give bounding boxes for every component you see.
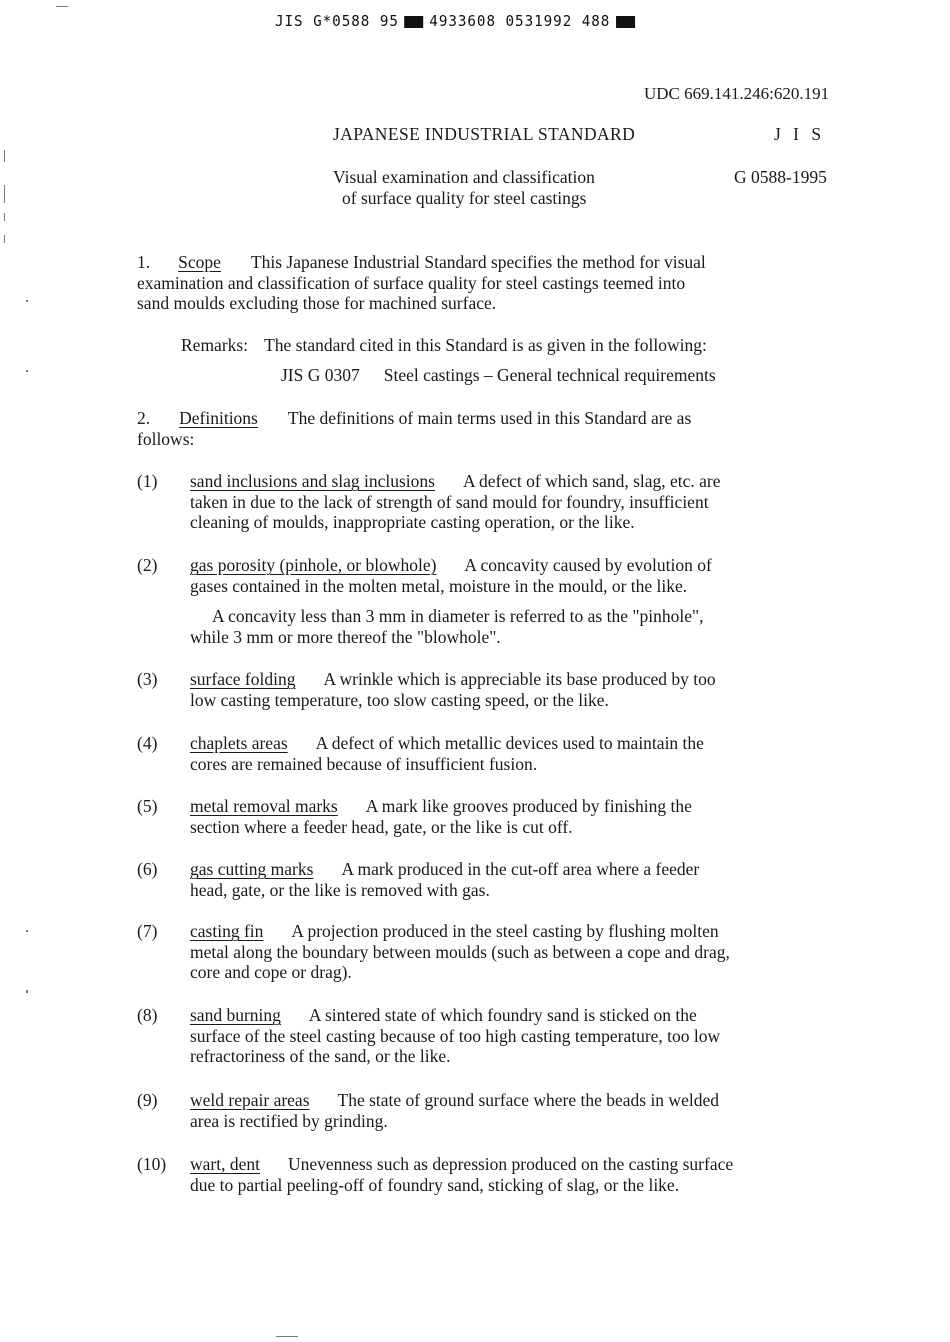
black-block-mark — [616, 16, 635, 28]
scope-number: 1. — [137, 252, 151, 272]
definition-text: A projection produced in the steel casting by flushing molten — [291, 921, 719, 941]
definition-term: gas cutting marks — [190, 859, 314, 879]
definition-item — [190, 859, 699, 900]
definition-item — [190, 921, 730, 983]
definition-text: gases contained in the molten metal, moisture in the mould, or the like. — [190, 575, 688, 596]
definition-item — [190, 555, 712, 596]
scan-mark — [56, 6, 68, 7]
scope-text-1: This Japanese Industrial Standard specifies the method for visual — [250, 252, 706, 272]
definition-term: surface folding — [190, 669, 296, 689]
definition-term: gas porosity (pinhole, or blowhole) — [190, 555, 437, 575]
scan-mark — [4, 235, 5, 243]
definition-text: cleaning of moulds, inappropriate casting operation, or the like. — [190, 512, 635, 532]
definitions-heading: Definitions — [179, 408, 258, 428]
scan-mark — [26, 300, 28, 302]
scan-mark — [26, 990, 28, 993]
definition-number: (8) — [137, 1005, 158, 1025]
definition-term: sand burning — [190, 1005, 281, 1025]
definition-text: low casting temperature, too slow casting speed, or the like. — [190, 689, 609, 710]
definition-number: (5) — [137, 796, 158, 816]
definition-text: due to partial peeling-off of foundry sand, sticking of slag, or the like. — [190, 1174, 680, 1195]
definition-term: wart, dent — [190, 1154, 260, 1174]
definition-text: area is rectified by grinding. — [190, 1110, 388, 1131]
standard-number: G 0588-1995 — [734, 167, 827, 187]
definition-item — [190, 1154, 733, 1195]
definition-note-text: A concavity less than 3 mm in diameter is referred to as the "pinhole", — [212, 606, 704, 626]
definition-item — [190, 796, 692, 837]
definitions-intro: The definitions of main terms used in this Standard are as — [287, 408, 692, 428]
definition-text: refractoriness of the sand, or the like. — [190, 1046, 451, 1066]
definition-term: metal removal marks — [190, 796, 338, 816]
remarks-text: The standard cited in this Standard is as given in the following: — [264, 335, 707, 355]
definitions-section — [137, 408, 691, 449]
definition-number: (10) — [137, 1154, 167, 1174]
definition-term: casting fin — [190, 921, 264, 941]
cited-standard — [281, 365, 716, 386]
definition-number: (3) — [137, 669, 158, 689]
definition-text: metal along the boundary between moulds (such as between a cope and drag, — [190, 941, 730, 962]
definition-term: weld repair areas — [190, 1090, 310, 1110]
definition-text: surface of the steel casting because of too high casting temperature, too low — [190, 1025, 721, 1046]
scan-mark — [276, 1336, 298, 1337]
definition-text: core and cope or drag). — [190, 962, 352, 982]
definition-item — [190, 1090, 719, 1131]
definition-number: (7) — [137, 921, 158, 941]
definition-number: (6) — [137, 859, 158, 879]
scan-mark — [4, 213, 5, 221]
definition-number: (9) — [137, 1090, 158, 1110]
definition-number: (2) — [137, 555, 158, 575]
scope-section — [137, 252, 706, 314]
definition-number: (4) — [137, 733, 158, 753]
definition-text: A defect of which metallic devices used to maintain the — [315, 733, 704, 753]
standard-name: JAPANESE INDUSTRIAL STANDARD — [333, 124, 636, 144]
definition-text: A mark like grooves produced by finishing the — [365, 796, 692, 816]
code-line-text-2: 4933608 0531992 488 — [429, 12, 611, 30]
definition-text: section where a feeder head, gate, or the like is cut off. — [190, 816, 573, 837]
definition-text: A sintered state of which foundry sand is sticked on the — [308, 1005, 697, 1025]
definition-text: The state of ground surface where the beads in welded — [337, 1090, 719, 1110]
definition-text: cores are remained because of insufficient fusion. — [190, 753, 538, 774]
definition-text: Unevenness such as depression produced on the casting surface — [287, 1154, 734, 1174]
definition-term: chaplets areas — [190, 733, 288, 753]
cited-code: JIS G 0307 — [281, 365, 360, 385]
definition-text: A mark produced in the cut-off area where a feeder — [341, 859, 700, 879]
definition-item — [190, 669, 716, 710]
jis-mark: J I S — [774, 124, 826, 144]
definition-item — [190, 471, 721, 533]
definition-text: A defect of which sand, slag, etc. are — [462, 471, 721, 491]
scope-line-1 — [137, 252, 706, 273]
udc-number: UDC 669.141.246:620.191 — [644, 84, 830, 103]
definitions-number: 2. — [137, 408, 151, 428]
definition-text: head, gate, or the like is removed with gas. — [190, 879, 490, 900]
scan-mark — [4, 185, 5, 203]
scope-text-2: examination and classification of surface quality for steel castings teemed into — [137, 272, 686, 293]
definition-note-text: while 3 mm or more thereof the "blowhole". — [190, 626, 501, 647]
definition-number: (1) — [137, 471, 158, 491]
definition-text: A concavity caused by evolution of — [464, 555, 712, 575]
title-line-2: of surface quality for steel castings — [342, 188, 587, 208]
scope-heading: Scope — [178, 252, 221, 272]
scan-mark — [26, 930, 28, 932]
remarks-label: Remarks: — [181, 335, 249, 355]
code-line-text: JIS G*0588 95 — [275, 12, 399, 30]
scan-mark — [4, 150, 5, 162]
definition-item — [190, 733, 704, 774]
definition-note — [190, 606, 704, 647]
remarks — [181, 335, 707, 356]
definition-text: A wrinkle which is appreciable its base produced by too — [323, 669, 716, 689]
cited-title: Steel castings – General technical requirements — [383, 365, 716, 385]
definitions-intro-2: follows: — [137, 428, 195, 449]
scope-text-3: sand moulds excluding those for machined surface. — [137, 293, 497, 313]
black-block-mark — [405, 16, 424, 28]
title-line-1: Visual examination and classification — [333, 167, 595, 187]
scan-mark — [26, 370, 28, 372]
definition-text: taken in due to the lack of strength of sand mould for foundry, insufficient — [190, 491, 709, 512]
definition-item — [190, 1005, 720, 1067]
document-code-line — [275, 12, 641, 30]
definitions-line-1 — [137, 408, 691, 429]
definition-term: sand inclusions and slag inclusions — [190, 471, 435, 491]
